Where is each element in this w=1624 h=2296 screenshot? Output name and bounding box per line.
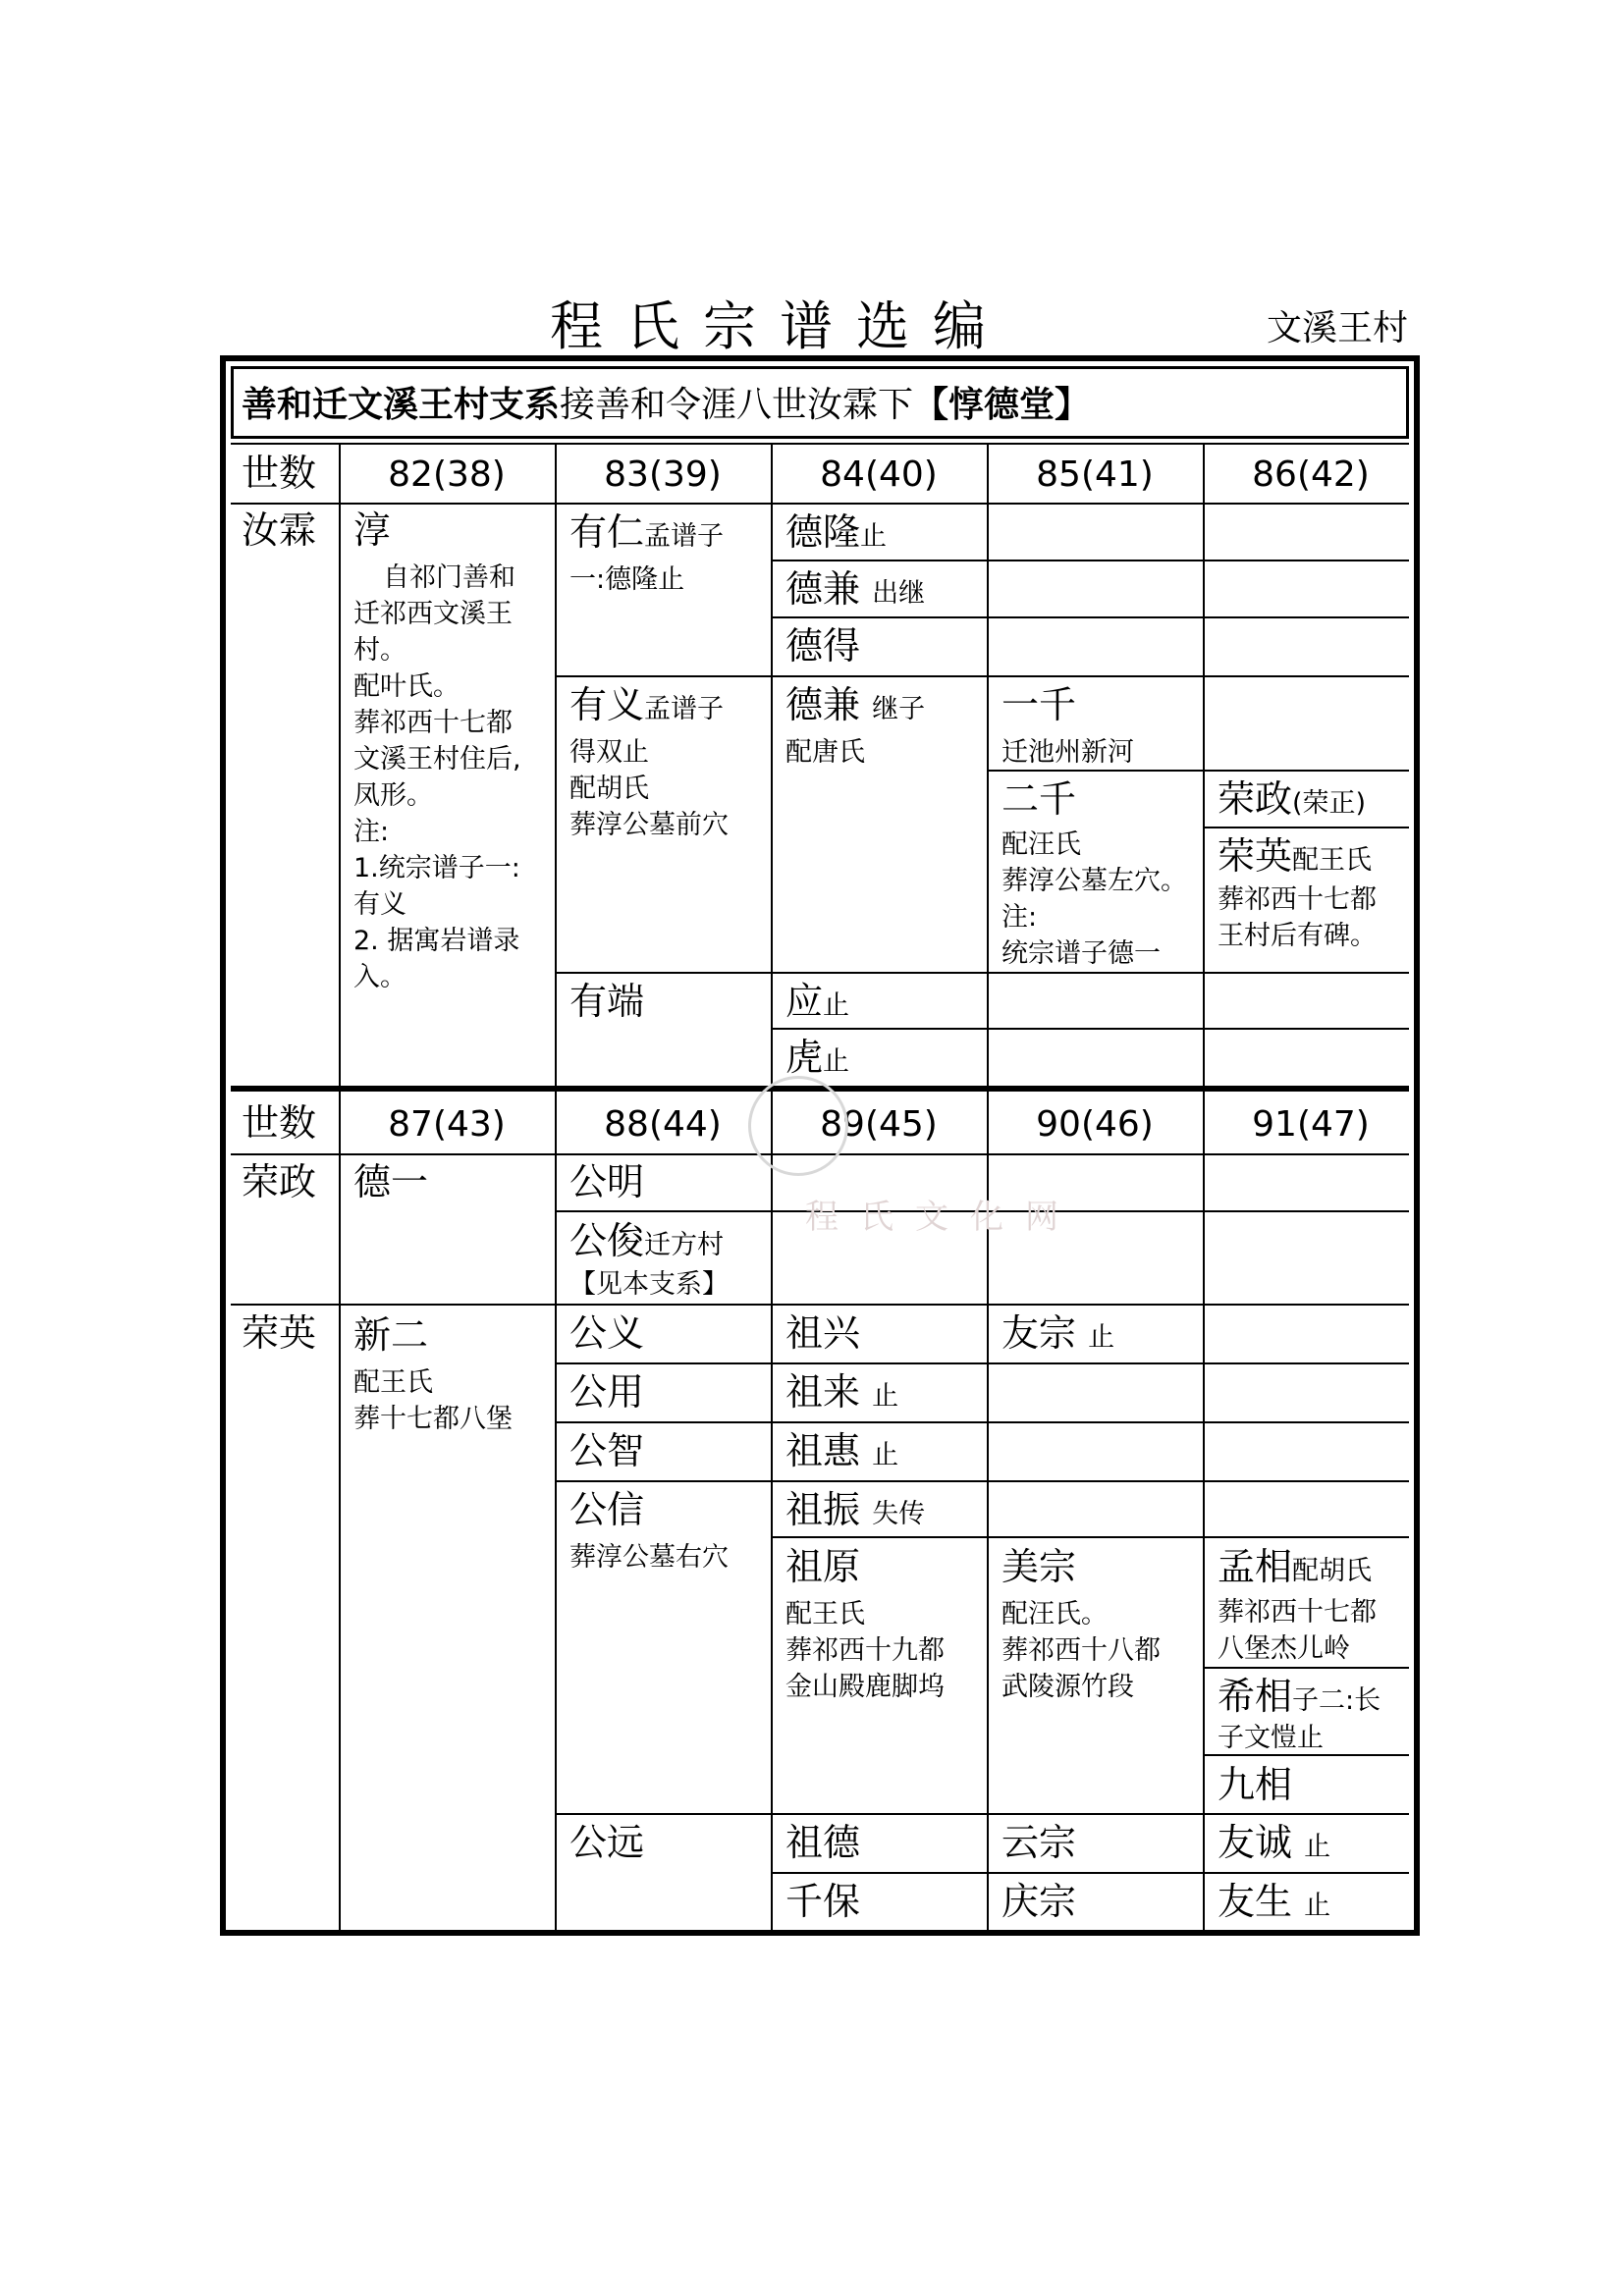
person-note: 葬祁西十七都 bbox=[353, 708, 513, 738]
person-note: 金山殿鹿脚坞 bbox=[785, 1672, 945, 1702]
grid-line bbox=[1203, 827, 1409, 828]
person-note: 配唐氏 bbox=[785, 737, 865, 768]
person-note: 注: bbox=[353, 817, 390, 847]
grid-line bbox=[771, 1536, 1409, 1538]
person-note: 子文愷止 bbox=[1218, 1723, 1324, 1753]
generation-header: 89(45) bbox=[820, 1104, 938, 1145]
person-note: 葬祁西十八都 bbox=[1001, 1635, 1161, 1666]
person-name: 荣英配王氏 bbox=[1218, 834, 1373, 878]
grid-line bbox=[555, 1092, 557, 1930]
person-note: 配汪氏。 bbox=[1001, 1599, 1108, 1629]
grid-line bbox=[339, 1092, 341, 1930]
grid-line bbox=[231, 1304, 1409, 1306]
person-note: 注: bbox=[1001, 902, 1038, 933]
person-name: 荣政(荣正) bbox=[1218, 777, 1367, 821]
grid-line bbox=[555, 1813, 1409, 1815]
person-name: 千保 bbox=[785, 1880, 861, 1923]
person-note: 2. 据寓岩谱录 bbox=[353, 926, 520, 956]
person-name: 有仁孟谱子 bbox=[569, 510, 725, 554]
grid-line bbox=[1203, 443, 1205, 1086]
grid-line bbox=[1203, 1092, 1205, 1930]
person-name: 有端 bbox=[569, 980, 645, 1023]
person-note: 葬淳公墓右穴 bbox=[569, 1542, 729, 1573]
person-note: 村。 bbox=[353, 635, 406, 666]
generation-label: 世数 bbox=[242, 452, 317, 495]
person-note: 配胡氏 bbox=[569, 774, 649, 804]
person-note: 有义 bbox=[353, 889, 406, 920]
person-note: 武陵源竹段 bbox=[1001, 1672, 1134, 1702]
person-name: 祖来 止 bbox=[785, 1370, 899, 1414]
person-name: 一千 bbox=[1001, 683, 1077, 726]
grid-line bbox=[771, 560, 1409, 561]
grid-line bbox=[771, 616, 1409, 618]
person-name: 祖原 bbox=[785, 1545, 861, 1588]
person-name: 德兼 继子 bbox=[785, 683, 926, 726]
grid-line bbox=[555, 1421, 1409, 1423]
person-note: 迁祁西文溪王 bbox=[353, 599, 513, 629]
page-title: 程氏宗谱选编 bbox=[550, 295, 1009, 357]
person-note: 文溪王村住后, bbox=[353, 744, 521, 774]
person-note: 葬十七都八堡 bbox=[353, 1404, 513, 1434]
person-name: 公远 bbox=[569, 1821, 645, 1864]
person-name: 友生 止 bbox=[1218, 1880, 1331, 1923]
person-name: 德得 bbox=[785, 624, 861, 667]
grid-line bbox=[555, 675, 1409, 677]
person-note: 配王氏 bbox=[353, 1367, 433, 1398]
person-note: 一:德隆止 bbox=[569, 564, 685, 595]
person-name: 祖振 失传 bbox=[785, 1488, 926, 1531]
generation-header: 83(39) bbox=[604, 454, 722, 495]
person-name: 公俊迁方村 bbox=[569, 1219, 725, 1262]
person-note: 葬淳公墓前穴 bbox=[569, 810, 729, 840]
watermark-text: 程氏文化网 bbox=[805, 1198, 1080, 1237]
person-note: 统宗谱子德一 bbox=[1001, 938, 1161, 969]
person-note: 得双止 bbox=[569, 737, 649, 768]
grid-line bbox=[339, 443, 341, 1086]
person-note: 配王氏 bbox=[785, 1599, 865, 1629]
person-name: 公义 bbox=[569, 1311, 645, 1355]
grid-line bbox=[555, 1362, 1409, 1364]
generation-header: 86(42) bbox=[1252, 454, 1370, 495]
person-name: 九相 bbox=[1218, 1763, 1293, 1806]
person-name: 公智 bbox=[569, 1429, 645, 1472]
grid-line bbox=[771, 1028, 1409, 1030]
generation-header: 84(40) bbox=[820, 454, 938, 495]
person-note: 葬淳公墓左穴。 bbox=[1001, 866, 1187, 896]
grid-line bbox=[555, 1480, 1409, 1482]
person-name: 孟相配胡氏 bbox=[1218, 1545, 1373, 1588]
branch-name: 善和迁文溪王村支系 bbox=[242, 384, 561, 425]
person-note: 配汪氏 bbox=[1001, 829, 1081, 860]
generation-header: 82(38) bbox=[388, 454, 506, 495]
generation-header: 87(43) bbox=[388, 1104, 506, 1145]
person-name: 友诚 止 bbox=[1218, 1821, 1331, 1864]
person-name: 祖德 bbox=[785, 1821, 861, 1864]
watermark-seal-icon bbox=[748, 1076, 848, 1176]
grid-line bbox=[1203, 1667, 1409, 1669]
grid-line bbox=[231, 503, 1409, 505]
grid-line bbox=[231, 443, 1409, 445]
person-note: 葬祁西十七都 bbox=[1218, 884, 1377, 915]
person-name: 德兼 出继 bbox=[785, 567, 926, 611]
person-name: 德隆止 bbox=[785, 510, 888, 554]
person-name: 虎止 bbox=[785, 1036, 850, 1079]
generation-header: 88(44) bbox=[604, 1104, 722, 1145]
branch-header bbox=[242, 377, 1090, 427]
generation-header: 91(47) bbox=[1252, 1104, 1370, 1145]
person-note: 入。 bbox=[353, 962, 406, 992]
person-name: 公明 bbox=[569, 1160, 645, 1203]
hall-name: 【惇德堂】 bbox=[913, 385, 1091, 425]
person-note: 配叶氏。 bbox=[353, 671, 460, 702]
person-name: 公信 bbox=[569, 1488, 645, 1531]
generation-header: 85(41) bbox=[1036, 454, 1154, 495]
person-name: 祖兴 bbox=[785, 1311, 861, 1355]
branch-label: 荣政 bbox=[242, 1160, 317, 1203]
person-name: 有义孟谱子 bbox=[569, 683, 725, 726]
person-note: 自祁门善和 bbox=[383, 562, 515, 593]
person-note: 王村后有碑。 bbox=[1218, 921, 1377, 951]
person-note: 八堡杰儿岭 bbox=[1218, 1633, 1350, 1664]
generation-label: 世数 bbox=[242, 1101, 317, 1145]
grid-line bbox=[555, 972, 1409, 974]
root-ancestor: 汝霖 bbox=[242, 508, 317, 552]
grid-line bbox=[771, 1092, 773, 1930]
branch-label: 荣英 bbox=[242, 1311, 317, 1355]
grid-line bbox=[771, 1872, 1409, 1874]
person-note: 迁池州新河 bbox=[1001, 737, 1134, 768]
grid-line bbox=[555, 443, 557, 1086]
village-label: 文溪王村 bbox=[1267, 308, 1409, 348]
branch-desc: 接善和令涯八世汝霖下 bbox=[560, 385, 914, 425]
generation-header: 90(46) bbox=[1036, 1104, 1154, 1145]
person-name: 公用 bbox=[569, 1370, 645, 1414]
person-name: 希相子二:长 bbox=[1218, 1675, 1381, 1718]
person-note: 1.统宗谱子一: bbox=[353, 853, 520, 883]
person-note: 【见本支系】 bbox=[569, 1269, 729, 1300]
person-name: 庆宗 bbox=[1001, 1880, 1077, 1923]
person-name: 云宗 bbox=[1001, 1821, 1077, 1864]
person-name: 德一 bbox=[353, 1160, 429, 1203]
person-note: 葬祁西十九都 bbox=[785, 1635, 945, 1666]
person-note: 葬祁西十七都 bbox=[1218, 1597, 1377, 1628]
person-name: 二千 bbox=[1001, 777, 1077, 821]
person-name: 美宗 bbox=[1001, 1545, 1077, 1588]
grid-line bbox=[987, 443, 989, 1086]
person-name: 应止 bbox=[785, 980, 850, 1023]
grid-line bbox=[771, 443, 773, 1086]
person-name: 友宗 止 bbox=[1001, 1311, 1115, 1355]
person-name: 新二 bbox=[353, 1313, 429, 1357]
person-name: 祖惠 止 bbox=[785, 1429, 899, 1472]
person-name: 淳 bbox=[353, 508, 392, 552]
person-note: 凤形。 bbox=[353, 780, 433, 811]
